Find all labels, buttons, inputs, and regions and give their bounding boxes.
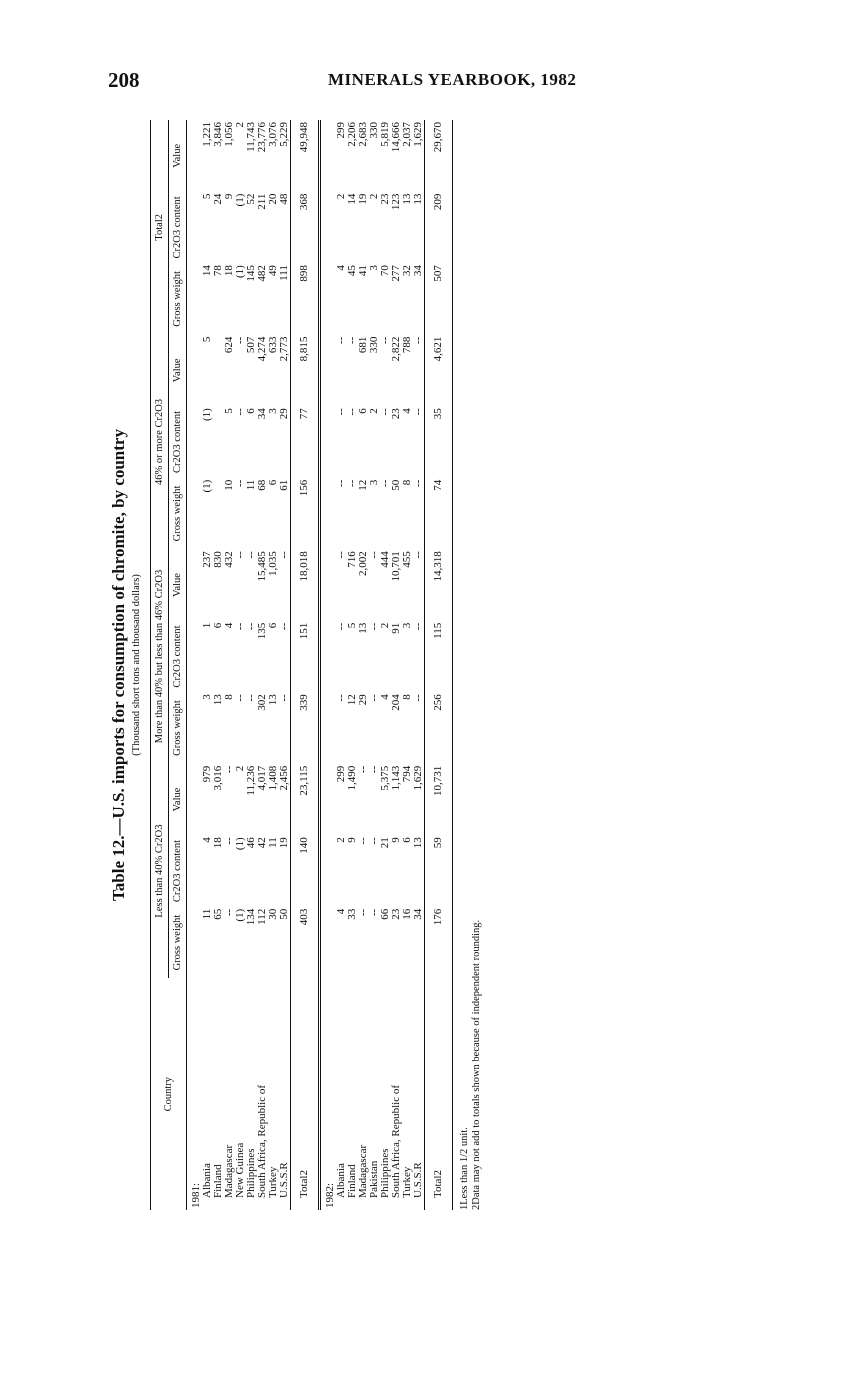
table-cell: 13 (212, 694, 224, 706)
total-cell: 115 (425, 621, 453, 693)
table-cell: 1,629 (412, 122, 424, 147)
country-name: Madagascar (223, 1144, 235, 1198)
table-cell: 42 (256, 837, 268, 849)
year-row (187, 120, 203, 1210)
table-cell: 68 (256, 479, 268, 491)
year-label: 1982: (324, 1182, 336, 1208)
table-cell: -- (412, 694, 424, 702)
country-name: Philippines (245, 1148, 257, 1198)
table-cell: 9 (223, 193, 235, 200)
table-cell: 2 (234, 122, 246, 128)
total-cell: 10,731 (425, 764, 453, 836)
table-cell: 29 (278, 408, 290, 420)
table-cell: -- (357, 908, 369, 917)
table-cell: (1) (234, 265, 246, 278)
table-cell: -- (335, 622, 347, 631)
column-header: Gross weight (169, 478, 187, 550)
group-header: 46% or more Cr2O3 (151, 335, 169, 550)
table-cell: -- (234, 622, 246, 631)
table-cell: -- (368, 622, 380, 631)
table-cell: 3 (201, 694, 213, 700)
table-cell: -- (245, 551, 257, 559)
total-cell: 74 (425, 478, 453, 550)
total-cell: 156 (291, 478, 320, 550)
year-row (320, 120, 337, 1210)
country-name: Pakistan (368, 1160, 380, 1198)
group-header: Total2 (151, 120, 169, 335)
table-cell: 70 (379, 265, 391, 277)
table-cell: -- (357, 765, 369, 774)
table-cell: -- (357, 837, 369, 845)
table-cell: 507 (245, 336, 257, 354)
table-cell: 1,056 (223, 122, 235, 147)
table-cell: 2 (368, 408, 380, 414)
table-cell: (1) (201, 408, 213, 422)
table-cell: -- (223, 908, 235, 917)
table-cell: 23 (390, 408, 402, 420)
table-row (202, 120, 213, 1210)
table-row (358, 120, 369, 1210)
table-cell: 13 (267, 694, 279, 706)
table-cell: 45 (346, 265, 358, 277)
table-cell: 12 (357, 479, 369, 491)
table-cell: -- (379, 408, 391, 416)
column-header: Cr2O3 content (169, 835, 187, 907)
table-cell: 1,408 (267, 765, 279, 791)
year-label: 1981: (190, 1182, 202, 1208)
table-cell: (1) (201, 479, 213, 493)
table-cell: 34 (256, 408, 268, 420)
table-title: Table 12.—U.S. imports for consumption of chromite, by country (109, 429, 128, 901)
total-cell: 59 (425, 835, 453, 907)
table-cell: 14 (201, 265, 213, 277)
total-cell: 368 (291, 192, 320, 264)
table-cell: 52 (245, 193, 257, 205)
total-cell: 14,318 (425, 549, 453, 621)
country-name: Philippines (379, 1148, 391, 1198)
total-cell: 77 (291, 406, 320, 478)
table-cell: 3,016 (212, 765, 224, 791)
country-name: South Africa, Republic of (256, 1084, 268, 1198)
table-cell: -- (234, 694, 246, 702)
total-cell: 339 (291, 692, 320, 764)
column-header: Cr2O3 content (169, 406, 187, 478)
table-cell: 123 (390, 193, 402, 211)
column-header: Cr2O3 content (169, 192, 187, 264)
table-cell: -- (335, 551, 347, 559)
table-cell: 91 (390, 622, 402, 634)
table-cell: 48 (278, 193, 290, 205)
table-cell: 794 (401, 765, 413, 783)
country-header: Country (151, 978, 187, 1210)
table-cell: 624 (223, 336, 235, 354)
table-cell (213, 406, 224, 478)
table-cell: -- (335, 336, 347, 344)
table-cell: 455 (401, 551, 413, 568)
footnotes (459, 120, 483, 1210)
table-cell: 18 (212, 837, 224, 849)
table-cell: 16 (401, 908, 413, 920)
table-cell: 11 (201, 908, 213, 920)
table-cell: 1,629 (412, 765, 424, 791)
table-cell: 5 (201, 193, 213, 200)
table-cell: (1) (234, 908, 246, 922)
table-cell: 12 (346, 694, 358, 706)
table-cell: 330 (368, 122, 380, 139)
table-cell: 20 (267, 193, 279, 205)
table-cell: 50 (390, 479, 402, 491)
table-cell: 2,456 (278, 765, 290, 791)
total-cell: 23,115 (291, 764, 320, 836)
table-cell: 2,822 (390, 336, 402, 362)
table-cell: 1,035 (267, 551, 279, 576)
total-cell: 507 (425, 263, 453, 335)
table-cell: -- (234, 408, 246, 416)
table-cell: 9 (390, 837, 402, 843)
table-cell: 21 (379, 837, 391, 849)
total-row (425, 120, 453, 1210)
table-cell: 2,037 (401, 122, 413, 147)
table-cell: -- (346, 479, 358, 488)
table-cell: -- (368, 837, 380, 845)
table-cell: -- (379, 479, 391, 488)
table-cell: 29 (357, 694, 369, 706)
table-cell: 19 (357, 193, 369, 205)
table-cell: -- (335, 694, 347, 702)
table-cell: 135 (256, 622, 268, 640)
table-cell: 3 (368, 479, 380, 486)
total-cell: 29,670 (425, 120, 453, 192)
table-cell: 6 (245, 408, 257, 414)
table-cell: -- (223, 765, 235, 774)
table-cell: 33 (346, 908, 358, 920)
column-header: Gross weight (169, 692, 187, 764)
total-cell: 176 (425, 907, 453, 979)
table-row (224, 120, 235, 1210)
table-cell: 4 (223, 622, 235, 629)
table-row (268, 120, 279, 1210)
table-cell: 3,076 (267, 122, 279, 147)
table-cell: 1 (201, 622, 213, 629)
country-name: Finland (346, 1164, 358, 1198)
table-cell: 211 (256, 193, 268, 210)
table-row (235, 120, 246, 1210)
table-cell: -- (335, 479, 347, 488)
table-row (402, 120, 413, 1210)
total-cell: 140 (291, 835, 320, 907)
table-cell: 13 (412, 193, 424, 205)
table-row (257, 120, 268, 1210)
table-row (413, 120, 425, 1210)
table-cell: -- (245, 622, 257, 631)
column-header: Value (169, 335, 187, 407)
table-cell: 32 (401, 265, 413, 277)
table-cell: 1,143 (390, 765, 402, 791)
table-cell: 50 (278, 908, 290, 920)
table-cell: 5 (346, 622, 358, 629)
table-cell: 18 (223, 265, 235, 277)
table-cell: -- (412, 622, 424, 631)
page-number: 208 (108, 68, 140, 92)
total-cell: 151 (291, 621, 320, 693)
table-cell: 61 (278, 479, 290, 491)
table-cell: 111 (278, 265, 290, 281)
table-cell: 5 (223, 408, 235, 414)
table-cell: 2,206 (346, 122, 358, 147)
table-cell: 49 (267, 265, 279, 277)
country-name: New Guinea (234, 1142, 246, 1198)
table-cell: 2,773 (278, 336, 290, 362)
table-cell: 134 (245, 908, 257, 926)
table-cell: 444 (379, 551, 391, 568)
total-cell: 49,948 (291, 120, 320, 192)
table-cell: -- (278, 622, 290, 631)
table-cell: (1) (234, 837, 246, 851)
table-cell: -- (368, 908, 380, 917)
table-cell: 830 (212, 551, 224, 568)
table-subtitle: (Thousand short tons and thousand dollars) (131, 574, 142, 756)
table-cell: 302 (256, 694, 268, 711)
total-cell: 18,018 (291, 549, 320, 621)
table-cell: 716 (346, 551, 358, 568)
table-cell: 41 (357, 265, 369, 277)
table-cell: -- (245, 694, 257, 702)
table-cell: -- (412, 408, 424, 416)
table-cell: 299 (335, 765, 347, 783)
group-header: More than 40% but less than 46% Cr2O3 (151, 549, 169, 764)
table-cell: 4 (335, 908, 347, 915)
table-cell: 13 (401, 193, 413, 205)
total-cell: 256 (425, 692, 453, 764)
table-cell: 11 (245, 479, 257, 491)
table-cell: 9 (346, 837, 358, 843)
table-cell: -- (368, 551, 380, 559)
table-cell: 78 (212, 265, 224, 277)
table-cell: 4 (379, 694, 391, 700)
table-cell: 5,229 (278, 122, 290, 147)
total-cell: 209 (425, 192, 453, 264)
table-cell: 1,221 (201, 122, 213, 147)
total-cell: 35 (425, 406, 453, 478)
table-cell: 34 (412, 265, 424, 277)
table-cell: -- (223, 837, 235, 845)
rotated-table-block (109, 120, 549, 1210)
table-cell: -- (412, 336, 424, 344)
total-row (291, 120, 320, 1210)
chromite-imports-table (150, 120, 453, 1210)
table-cell: 24 (212, 193, 224, 205)
table-cell: 11 (267, 837, 279, 848)
table-cell: 13 (412, 837, 424, 849)
country-name: Turkey (401, 1166, 413, 1198)
table-cell: -- (278, 694, 290, 702)
table-cell: 1,490 (346, 765, 358, 791)
country-name: U.S.S.R (278, 1162, 290, 1198)
table-cell: 432 (223, 551, 235, 568)
table-cell: -- (368, 694, 380, 702)
table-row (380, 120, 391, 1210)
table-cell: 34 (412, 908, 424, 920)
table-cell: -- (412, 479, 424, 488)
table-cell: 8 (401, 479, 413, 486)
country-name: Turkey (267, 1166, 279, 1198)
table-row (347, 120, 358, 1210)
table-cell: 23 (379, 193, 391, 205)
table-cell: 23,776 (256, 122, 268, 153)
table-cell: 23 (390, 908, 402, 920)
table-cell: 4,017 (256, 765, 268, 791)
table-cell: 6 (401, 837, 413, 843)
footnote: 2Data may not add to totals shown because of independent rounding. (471, 919, 482, 1210)
table-cell: 2 (335, 193, 347, 200)
table-body (187, 120, 453, 1210)
table-cell: -- (278, 551, 290, 559)
table-cell: 6 (267, 479, 279, 486)
country-name: U.S.S.R (412, 1162, 424, 1198)
table-cell: -- (234, 479, 246, 488)
total-cell: 8,815 (291, 335, 320, 407)
table-cell: 4 (335, 265, 347, 271)
total-label: Total2 (425, 978, 453, 1210)
table-cell: 2,002 (357, 551, 369, 576)
group-header: Less than 40% Cr2O3 (151, 764, 169, 979)
table-cell: 330 (368, 336, 380, 354)
table-cell: 3 (267, 408, 279, 414)
country-name: South Africa, Republic of (390, 1084, 402, 1198)
table-cell: 3 (401, 622, 413, 629)
column-header: Gross weight (169, 907, 187, 979)
table-cell: 65 (212, 908, 224, 920)
table-cell: 19 (278, 837, 290, 849)
footnote: 1Less than 1/2 unit. (459, 1127, 470, 1210)
table-cell: 633 (267, 336, 279, 354)
table-cell: 681 (357, 336, 369, 354)
table-cell: 788 (401, 336, 413, 354)
table-cell: 2 (234, 765, 246, 772)
table-cell: 3 (368, 265, 380, 271)
table-cell: -- (335, 408, 347, 416)
table-cell: 2 (379, 622, 391, 629)
table-cell: 30 (267, 908, 279, 920)
column-header: Gross weight (169, 263, 187, 335)
table-cell: -- (412, 551, 424, 559)
table-cell: 979 (201, 765, 213, 783)
table-cell: 4 (201, 837, 213, 843)
table-cell: 2,683 (357, 122, 369, 147)
table-cell: 11,236 (245, 765, 257, 796)
total-cell: 4,621 (425, 335, 453, 407)
table-cell: -- (346, 336, 358, 344)
table-cell: 13 (357, 622, 369, 634)
column-header: Value (169, 120, 187, 192)
total-cell: 403 (291, 907, 320, 979)
table-cell: 14,666 (390, 122, 402, 153)
table-cell: 112 (256, 908, 268, 925)
table-cell: 3,846 (212, 122, 224, 147)
table-cell: 6 (267, 622, 279, 629)
table-row (391, 120, 402, 1210)
table-cell: 2 (335, 837, 347, 843)
total-label: Total2 (291, 978, 320, 1210)
table-cell: -- (234, 551, 246, 559)
table-cell: 2 (368, 193, 380, 200)
table-row (246, 120, 257, 1210)
column-header: Value (169, 764, 187, 836)
table-row (279, 120, 291, 1210)
table-row (369, 120, 380, 1210)
table-cell: 11,743 (245, 122, 257, 152)
table-cell: (1) (234, 193, 246, 207)
table-cell: 482 (256, 265, 268, 282)
table-cell: 4 (401, 408, 413, 414)
table-cell: 6 (212, 622, 224, 629)
country-name: Finland (212, 1164, 224, 1198)
table-cell: 6 (357, 408, 369, 414)
table-cell: 10 (223, 479, 235, 491)
table-cell: -- (346, 408, 358, 416)
table-cell: -- (368, 765, 380, 774)
table-cell: 5,375 (379, 765, 391, 791)
country-name: Madagascar (357, 1144, 369, 1198)
table-cell: 10,701 (390, 551, 402, 582)
running-head: MINERALS YEARBOOK, 1982 (328, 70, 577, 89)
table-cell: 4,274 (256, 336, 268, 362)
table-cell: 66 (379, 908, 391, 920)
table-cell: -- (379, 336, 391, 344)
column-header: Value (169, 549, 187, 621)
table-cell: 5 (201, 336, 213, 343)
country-name: Albania (335, 1163, 347, 1198)
table-cell: 299 (335, 122, 347, 139)
column-header: Cr2O3 content (169, 621, 187, 693)
table-cell: 46 (245, 837, 257, 849)
country-name: Albania (201, 1163, 213, 1198)
table-row (336, 120, 347, 1210)
table-cell: 14 (346, 193, 358, 205)
table-cell: 277 (390, 265, 402, 282)
table-cell: 15,485 (256, 551, 268, 582)
table-cell: 237 (201, 551, 213, 568)
table-cell: 204 (390, 694, 402, 711)
table-row (213, 120, 224, 1210)
table-cell: -- (234, 336, 246, 344)
table-cell: 8 (223, 694, 235, 700)
table-cell: 8 (401, 694, 413, 700)
table-cell: 5,819 (379, 122, 391, 147)
table-cell: 145 (245, 265, 257, 282)
total-cell: 898 (291, 263, 320, 335)
